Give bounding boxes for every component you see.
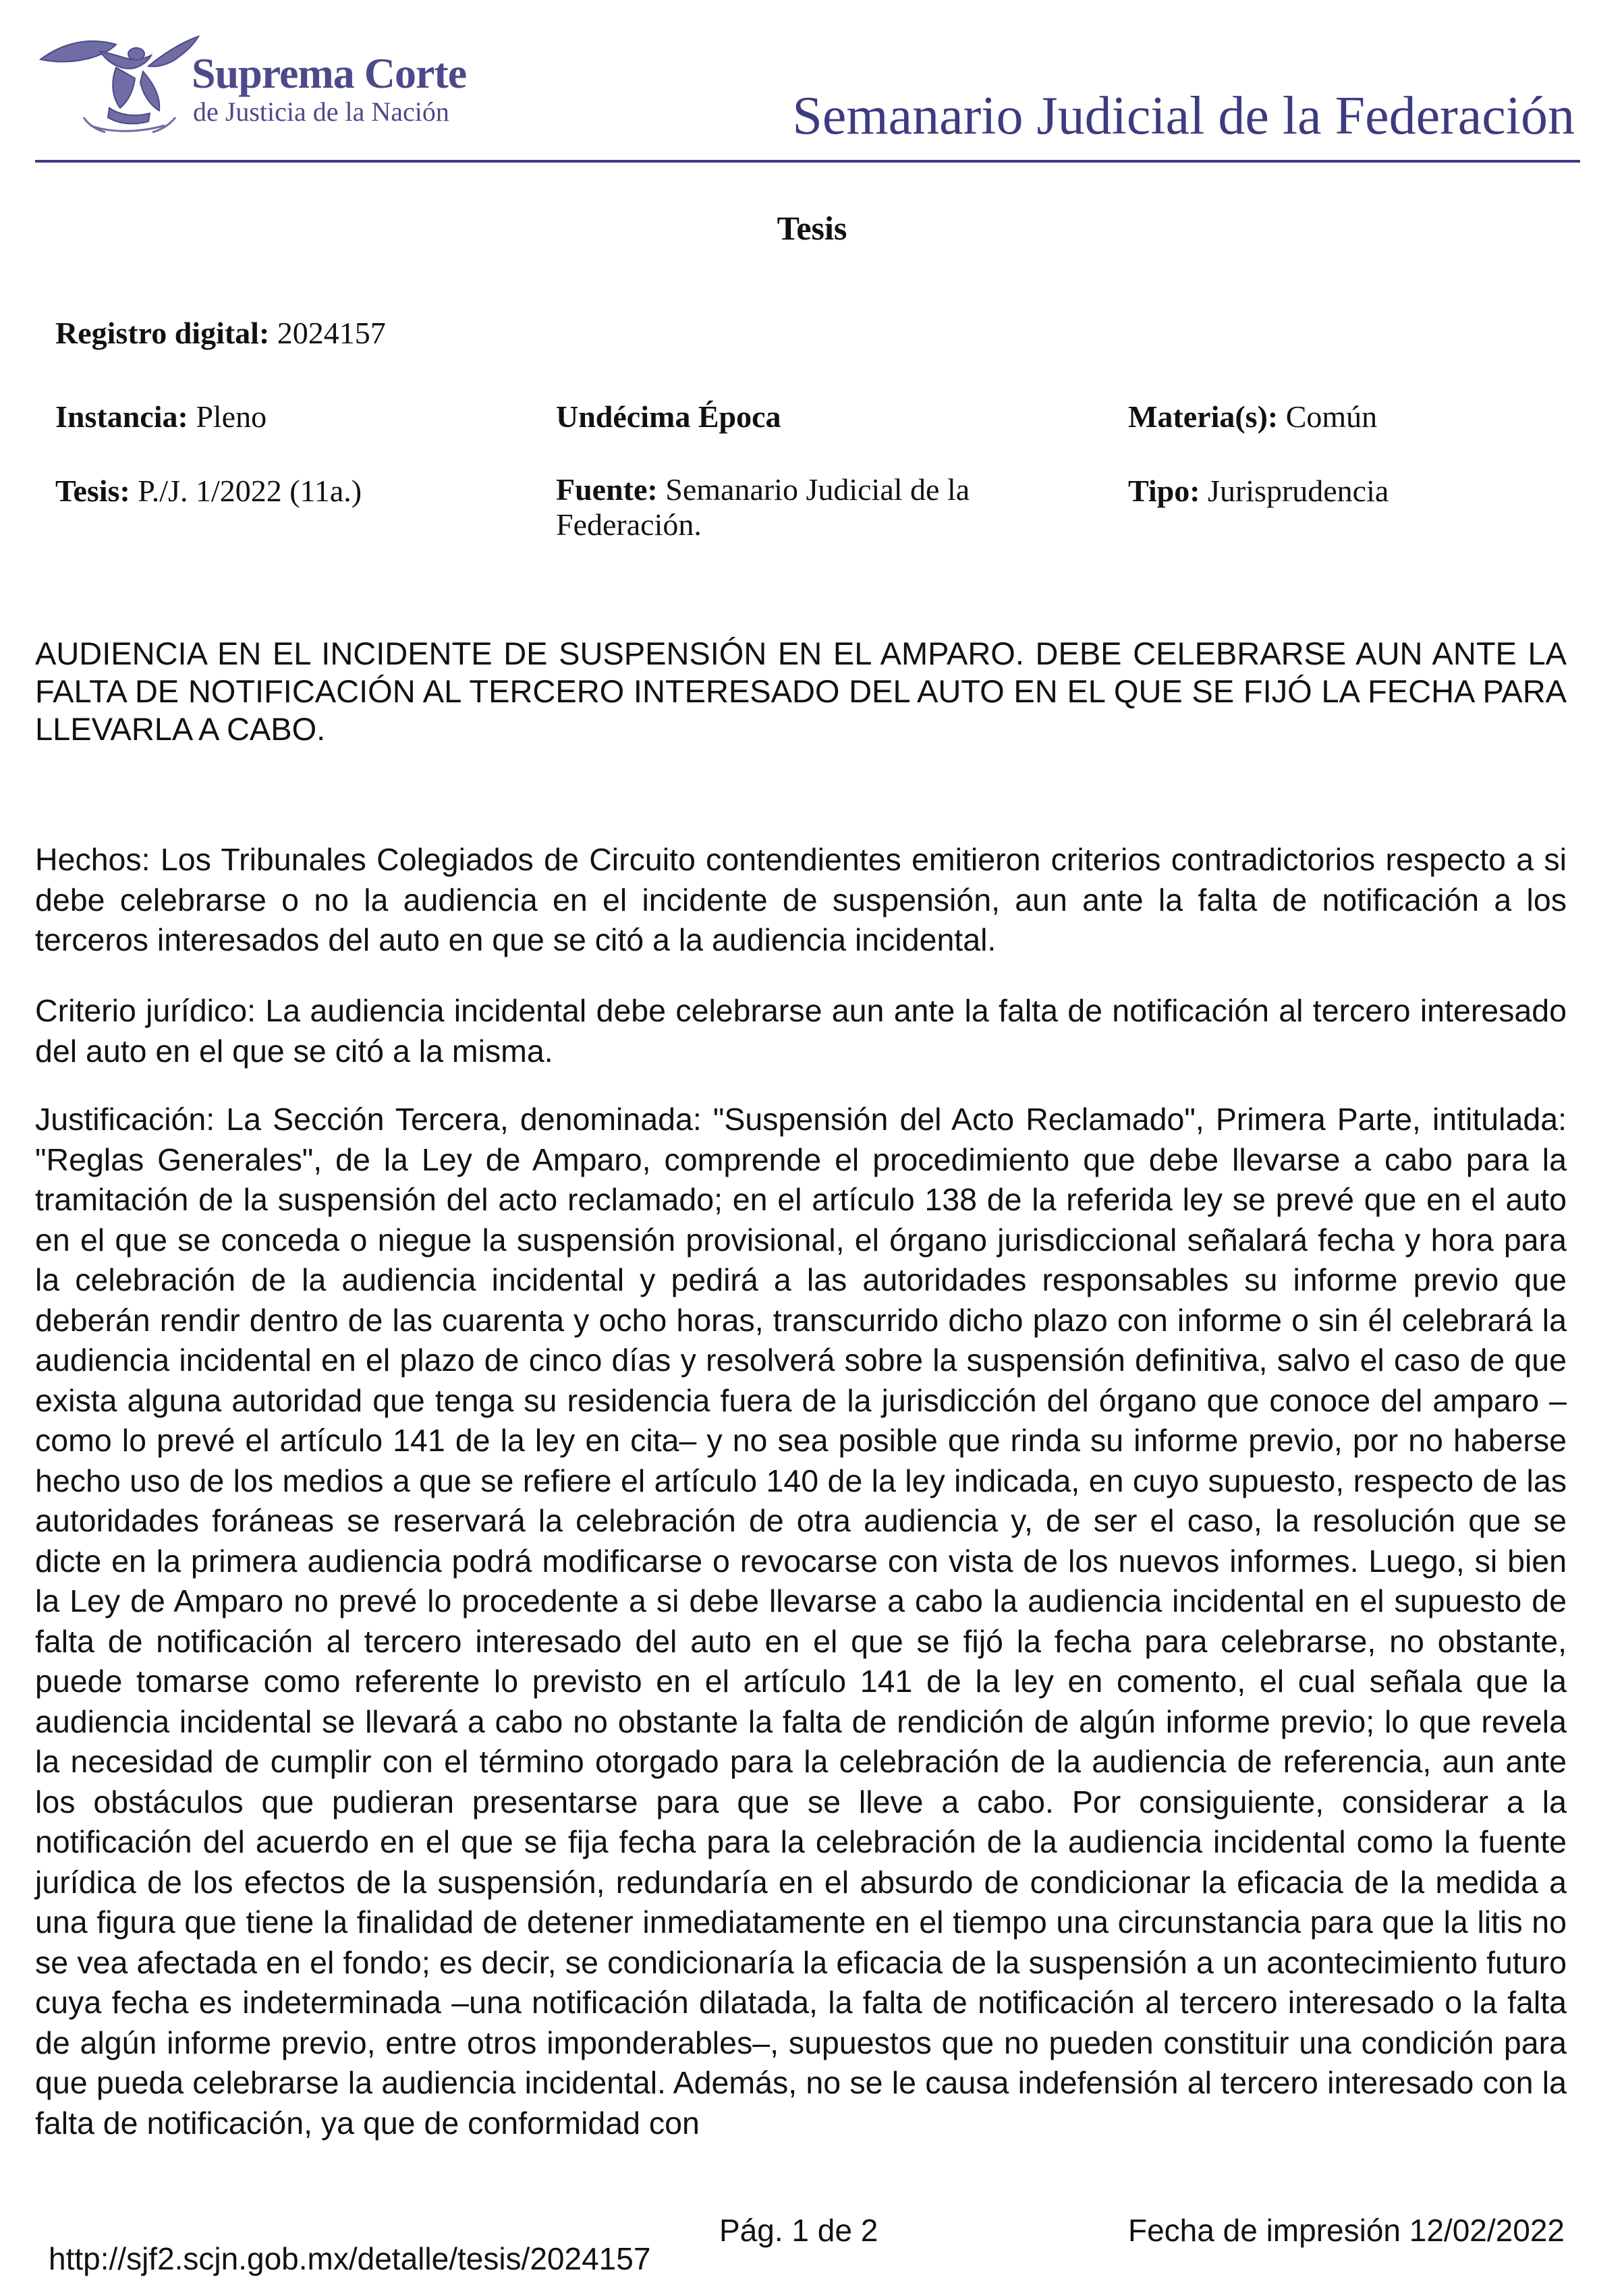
fuente-value: Semanario Judicial de la Federación.: [556, 472, 970, 542]
institution-name: [192, 50, 466, 127]
registro-label: Registro digital:: [55, 316, 270, 350]
print-date: Fecha de impresión 12/02/2022: [1128, 2213, 1565, 2248]
materia-label: Materia(s):: [1128, 399, 1279, 434]
document-type: Tesis: [777, 209, 847, 247]
tipo-value: Jurisprudencia: [1208, 474, 1389, 508]
tipo-label: Tipo:: [1128, 474, 1200, 508]
document-header: [35, 24, 1580, 163]
paragraph-justificacion: Justificación: La Sección Tercera, denominada: "Suspensión del Acto Reclamado", Primera Parte, intitulada: "Reglas Generales", de la Ley de Amparo, comprende el procedimiento que debe llevarse a cabo para la tramitación de la suspensión del acto reclamado; en el artículo 138 de la referida ley se prevé que en el auto en el que se conceda o niegue la suspensión provisional, el órgano jurisdiccional señalará fecha y hora para la celebración de la audiencia incidental y pedirá a las autoridades responsables su informe previo que deberán rendir dentro de las cuarenta y ocho horas, transcurrido dicho plazo con informe o sin él celebrará la audiencia incidental en el plazo de cinco días y resolverá sobre la suspensión definitiva, salvo el caso de que exista alguna autoridad que tenga su residencia fuera de la jurisdicción del órgano que conoce del amparo –como lo prevé el artículo 141 de la ley en cita– y no sea posible que rinda su informe previo, por no haberse hecho uso de los medios a que se refiere el artículo 140 de la ley indicada, en cuyo supuesto, respecto de las autoridades foráneas se reservará la celebración de otra audiencia y, de ser el caso, la resolución que se dicte en la primera audiencia podrá modificarse o revocarse con vista de los nuevos informes. Luego, si bien la Ley de Amparo no prevé lo procedente a si debe llevarse a cabo la audiencia incidental en el supuesto de falta de notificación al tercero interesado del auto en el que se fijó la fecha para celebrarse, no obstante, puede tomarse como referente lo previsto en el artículo 141 de la ley en comento, el cual señala que la audiencia incidental se llevará a cabo no obstante la falta de rendición de algún informe previo; lo que revela la necesidad de cumplir con el término otorgado para la celebración de la audiencia de referencia, aun ante los obstáculos que pudieran presentarse para que se lleve a cabo. Por consiguiente, considerar a la notificación del acuerdo en el que se fija fecha para la celebración de la audiencia incidental como la fuente jurídica de los efectos de la suspensión, redundaría en el absurdo de condicionar la eficacia de la medida a una figura que tiene la finalidad de detener inmediatamente en el tiempo una circunstancia para que la litis no se vea afectada en el fondo; es decir, se condicionaría la eficacia de la suspensión a un acontecimiento futuro cuya fecha es indeterminada –una notificación dilatada, la falta de notificación al tercero interesado o la falta de algún informe previo, entre otros imponderables–, supuestos que no pueden constituir una condición para que pueda celebrarse la audiencia incidental. Además, no se le causa indefensión al tercero interesado con la falta de notificación, ya que de conformidad con: [35, 1102, 1567, 2141]
header-divider: [35, 160, 1580, 163]
meta-tesis: [55, 472, 528, 510]
registro-digital: [55, 314, 386, 352]
meta-instancia: [55, 398, 528, 436]
paragraph-criterio: Criterio jurídico: La audiencia incidental debe celebrarse aun ante la falta de notificación al tercero interesado del auto en el que se citó a la misma.: [35, 993, 1567, 1069]
materia-value: Común: [1285, 399, 1378, 434]
fuente-label: Fuente:: [556, 472, 658, 507]
institution-name-line1: Suprema Corte: [192, 49, 467, 97]
tesis-value: P./J. 1/2022 (11a.): [138, 474, 362, 508]
thesis-title: AUDIENCIA EN EL INCIDENTE DE SUSPENSIÓN EN EL AMPARO. DEBE CELEBRARSE AUN ANTE LA FALTA DE NOTIFICACIÓN AL TERCERO INTERESADO DEL AUTO EN EL QUE SE FIJÓ LA FECHA PARA LLEVARLA A CABO.: [35, 636, 1567, 747]
tesis-label: Tesis:: [55, 474, 130, 508]
instancia-label: Instancia:: [55, 399, 188, 434]
eagle-seal-icon: [35, 24, 204, 142]
meta-tipo: [1128, 472, 1567, 510]
source-url: http://sjf2.scjn.gob.mx/detalle/tesis/2024157: [49, 2241, 651, 2276]
epoca-value: Undécima Época: [556, 399, 781, 434]
registro-value: 2024157: [277, 316, 386, 350]
meta-fuente: [556, 472, 1048, 542]
paragraph-hechos: Hechos: Los Tribunales Colegiados de Circuito contendientes emitieron criterios contradictorios respecto a si debe celebrarse o no la audiencia en el incidente de suspensión, aun ante la falta de notificación a los terceros interesados del auto en que se citó a la audiencia incidental.: [35, 842, 1567, 957]
meta-materia: [1128, 398, 1567, 436]
page-number: Pág. 1 de 2: [719, 2213, 878, 2248]
meta-epoca: [556, 398, 1082, 436]
institution-name-line2: de Justicia de la Nación: [193, 96, 449, 127]
publication-title: Semanario Judicial de la Federación: [792, 86, 1575, 146]
instancia-value: Pleno: [196, 399, 267, 434]
